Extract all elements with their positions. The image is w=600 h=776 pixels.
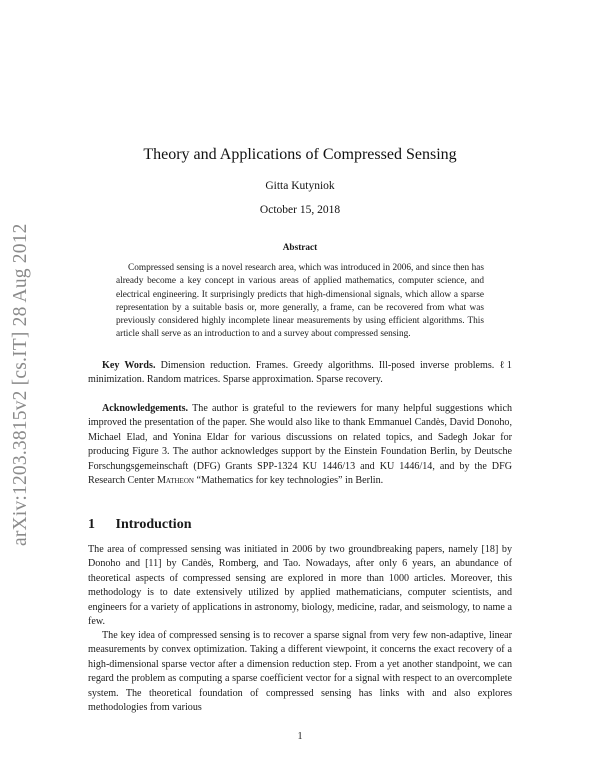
acknowledgements-text: The author is grateful to the reviewers for many helpful suggestions which improved the presentation of the paper. She would also like to thank Emmanuel Candès, David Donoho, Michael Elad, and Yonina Eldar for various discussions on related topics, and Sadegh Jokar for producing Figure 3. The author acknowledges support by the Einstein Foundation Berlin, by Deutsche Forschungsgemeinschaft (DFG) Grants SPP-1324 KU 1446/13 and KU 1446/14, and by the DFG Research Center: [88, 403, 512, 487]
keywords-text: Dimension reduction. Frames. Greedy algorithms. Ill-posed inverse problems. ℓ1 minimization. Random matrices. Sparse approximation. Sparse recovery.: [88, 360, 512, 386]
paper-author: Gitta Kutyniok: [265, 180, 335, 192]
page-number: 1: [297, 731, 303, 742]
section-title: Introduction: [115, 517, 192, 532]
acknowledgements-text-end: “Mathematics for key technologies” in Berlin.: [193, 475, 384, 487]
abstract-text: Compressed sensing is a novel research area, which was introduced in 2006, and since then has already become a key concept in various areas of applied mathematics, computer science, and electrical engineering. It surprisingly predicts that high-dimensional signals, which allow a sparse representation by a suitable basis or, more generally, a frame, can be recovered from what was previously considered highly incomplete linear measurements by using efficient algorithms. This article shall serve as an introduction to and a survey about compressed sensing.: [116, 263, 484, 340]
section-heading: [88, 517, 191, 533]
section-number: 1: [88, 517, 95, 532]
intro-paragraph-1: The area of compressed sensing was initiated in 2006 by two groundbreaking papers, namely [18] by Donoho and [11] by Candès, Romberg, and Tao. Nowadays, after only 6 years, an abundance of theoretical aspects of compressed sensing are explored in more than 1000 articles. Moreover, this methodology is to date extensively utilized by applied mathematicians, computer scientists, and engineers for a variety of applications in astronomy, biology, medicine, radar, and seismology, to name a few.: [88, 544, 512, 628]
keywords-paragraph: [88, 359, 512, 388]
acknowledgements-label: Acknowledgements.: [102, 403, 189, 414]
abstract-heading: Abstract: [282, 243, 318, 253]
intro-paragraph-2: The key idea of compressed sensing is to recover a sparse signal from very few non-adaptive, linear measurements by convex optimization. Taking a different viewpoint, it concerns the exact recovery of a high-dimensional sparse vector after a dimension reduction step. From a yet another standpoint, we can regard the problem as computing a sparse coefficient vector for a signal with respect to an overcomplete system. The theoretical foundation of compressed sensing has links with and also explores methodologies from various: [88, 630, 512, 714]
paper-title: Theory and Applications of Compressed Sensing: [143, 146, 457, 163]
matheon-name: Matheon: [156, 475, 194, 487]
paper-date: October 15, 2018: [259, 204, 341, 216]
arxiv-identifier: arXiv:1203.3815v2 [cs.IT] 28 Aug 2012: [10, 223, 31, 546]
keywords-label: Key Words.: [102, 360, 156, 371]
acknowledgements-paragraph: [88, 402, 512, 488]
